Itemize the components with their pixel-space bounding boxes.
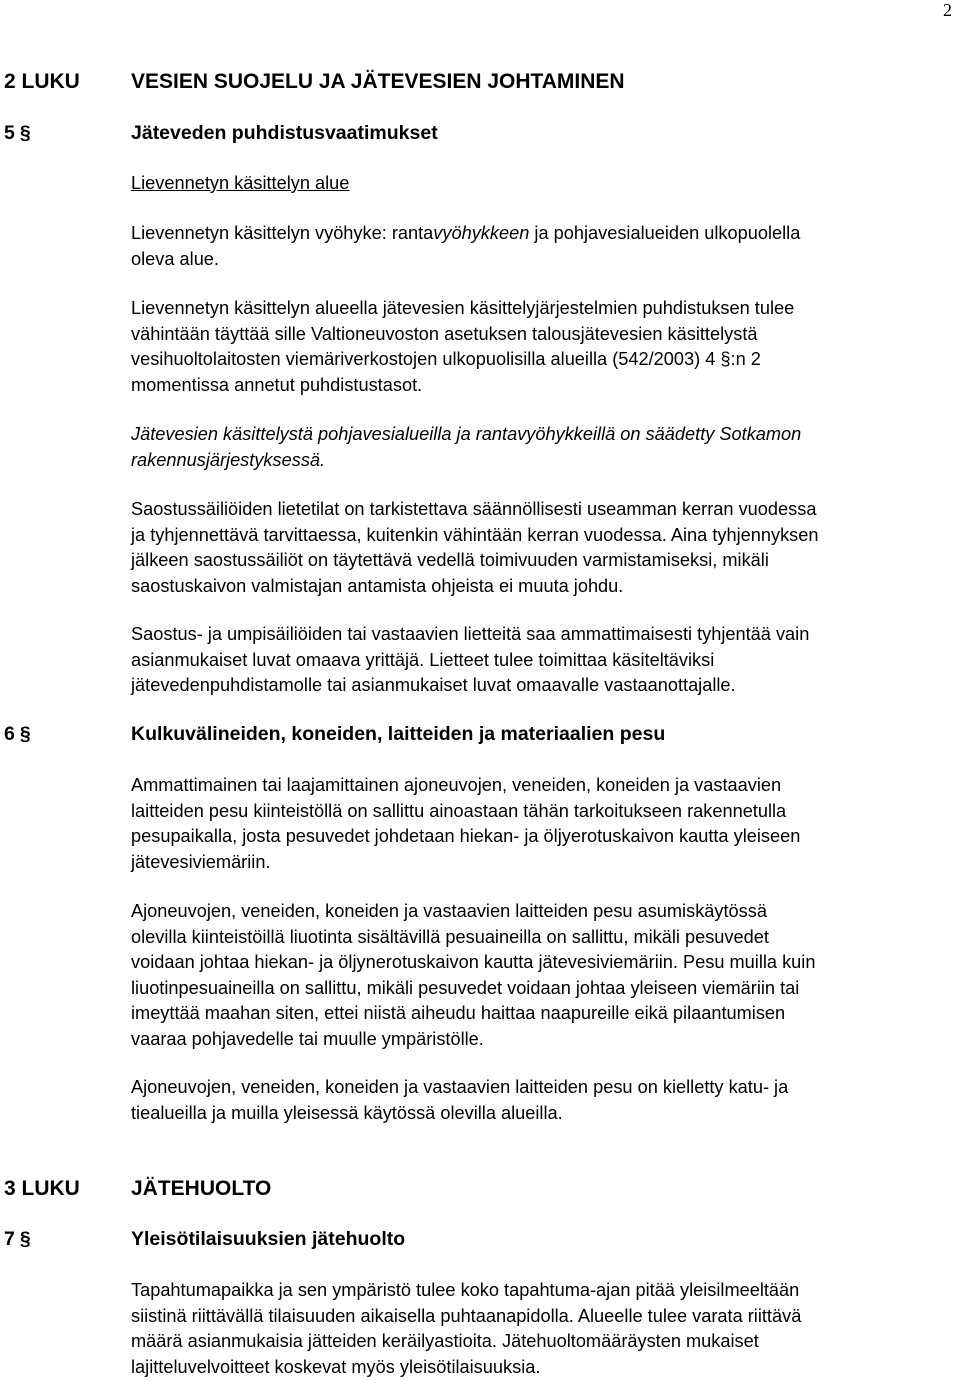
paragraph-line: imeyttää maahan siten, ettei niistä aiheudu haittaa naapureille eikä pilaantumisen — [131, 1003, 786, 1024]
paragraph-line: lajitteluvelvoitteet koskevat myös yleisötilaisuuksia. — [131, 1356, 541, 1377]
paragraph-italic — [131, 422, 960, 473]
paragraph-line: Tapahtumapaikka ja sen ympäristö tulee koko tapahtuma-ajan pitää yleisilmeeltään — [131, 1280, 800, 1300]
section-title: Kulkuvälineiden, koneiden, laitteiden ja materiaalien pesu — [131, 723, 666, 745]
paragraph — [131, 221, 960, 272]
paragraph-line: saostuskaivon valmistajan antamista ohjeista ei muuta johdu. — [131, 575, 624, 596]
section-number — [4, 722, 31, 747]
paragraph-line: vaaraa pohjavedelle tai muulle ympäristölle. — [131, 1028, 484, 1049]
paragraph-line: siistinä riittävällä tilaisuuden aikaisella puhtaanapidolla. Alueelle tulee varata riittävä — [131, 1305, 802, 1326]
section-title: Yleisötilaisuuksien jätehuolto — [131, 1228, 406, 1250]
paragraph-line: voidaan johtaa hiekan- ja öljynerotuskaivon kautta jätevesiviemäriin. Pesu muilla kuin — [131, 952, 816, 973]
section-number-value: 5 — [4, 122, 15, 144]
paragraph-line: ja tyhjennettävä tarvittaessa, kuitenkin vähintään kerran vuodessa. Aina tyhjennyksen — [131, 524, 819, 545]
paragraph — [131, 497, 960, 599]
section-number-value: 6 — [4, 723, 15, 745]
paragraph-line: Ajoneuvojen, veneiden, koneiden ja vastaavien laitteiden pesu asumiskäytössä — [131, 901, 767, 921]
paragraph-line: momentissa annetut puhdistustasot. — [131, 374, 423, 395]
paragraph-line: rakennusjärjestyksessä. — [131, 449, 326, 470]
paragraph-line: Ajoneuvojen, veneiden, koneiden ja vastaavien laitteiden pesu on kielletty katu- ja — [131, 1077, 789, 1097]
paragraph-line: asianmukaiset luvat omaava yrittäjä. Lietteet tulee toimittaa käsiteltäviksi — [131, 649, 715, 670]
paragraph-line: vähintään täyttää sille Valtioneuvoston asetuksen talousjätevesien käsittelystä — [131, 323, 758, 344]
text-run: ja pohjavesialueiden ulkopuolella — [529, 223, 801, 243]
section-mark: § — [19, 1228, 31, 1250]
subheading: Lievennetyn käsittelyn alue — [131, 173, 350, 193]
paragraph-line: vesihuoltolaitosten viemäriverkostojen ulkopuolisilla alueilla (542/2003) 4 §:n 2 — [131, 349, 761, 370]
section-mark: § — [19, 723, 31, 745]
paragraph-line: jälkeen saostussäiliöt on täytettävä vedellä toimivuuden varmistamiseksi, mikäli — [131, 550, 769, 571]
chapter-title: JÄTEHUOLTO — [131, 1177, 272, 1200]
paragraph-line: liuotinpesuaineilla on sallittu, mikäli pesuvedet voidaan johtaa yleiseen viemäriin tai — [131, 977, 800, 998]
section-number-value: 7 — [4, 1228, 15, 1250]
page-number: 2 — [943, 0, 952, 20]
paragraph-line: Saostus- ja umpisäiliöiden tai vastaavien lietteitä saa ammattimaisesti tyhjentää vain — [131, 624, 810, 644]
paragraph-line: oleva alue. — [131, 248, 219, 269]
paragraph-line: määrä asianmukaisia jätteiden keräilyastioita. Jätehuoltomääräysten mukaiset — [131, 1331, 759, 1352]
paragraph-line: tiealueilla ja muilla yleisessä käytössä olevilla alueilla. — [131, 1102, 563, 1123]
chapter-number: 3 LUKU — [4, 1177, 80, 1200]
paragraph-line: Saostussäiliöiden lietetilat on tarkistettava säännöllisesti useamman kerran vuodessa — [131, 499, 817, 519]
paragraph-line: Lievennetyn käsittelyn alueella jätevesien käsittelyjärjestelmien puhdistuksen tulee — [131, 298, 795, 318]
text-run-italic: vyöhykkeen — [433, 223, 530, 243]
paragraph — [131, 773, 960, 875]
section-number — [4, 1227, 31, 1252]
paragraph — [131, 899, 960, 1053]
paragraph-line: Ammattimainen tai laajamittainen ajoneuvojen, veneiden, koneiden ja vastaavien — [131, 775, 782, 795]
chapter-number: 2 LUKU — [4, 70, 80, 93]
paragraph — [131, 296, 960, 398]
paragraph-line: olevilla kiinteistöillä liuotinta sisältävillä pesuaineilla on sallittu, mikäli pesuvedet — [131, 926, 769, 947]
section-title: Jäteveden puhdistusvaatimukset — [131, 122, 438, 144]
paragraph — [131, 1278, 960, 1380]
paragraph — [131, 622, 960, 699]
paragraph — [131, 1075, 960, 1126]
paragraph-line: pesupaikalla, josta pesuvedet johdetaan hiekan- ja öljyerotuskaivon kautta yleiseen — [131, 826, 801, 847]
paragraph-line: laitteiden pesu kiinteistöllä on sallittu ainoastaan tähän tarkoitukseen rakennetulla — [131, 800, 787, 821]
paragraph-line — [131, 221, 960, 247]
text-run: Lievennetyn käsittelyn vyöhyke: ranta — [131, 223, 434, 243]
section-mark: § — [19, 122, 31, 144]
section-number — [4, 121, 31, 146]
paragraph-line: Jätevesien käsittelystä pohjavesialueilla ja rantavyöhykkeillä on säädetty Sotkamon — [131, 424, 802, 444]
paragraph-line: jätevesiviemäriin. — [131, 851, 271, 872]
paragraph-line: jätevedenpuhdistamolle tai asianmukaiset luvat omaavalle vastaanottajalle. — [131, 675, 736, 696]
chapter-title: VESIEN SUOJELU JA JÄTEVESIEN JOHTAMINEN — [131, 70, 625, 93]
